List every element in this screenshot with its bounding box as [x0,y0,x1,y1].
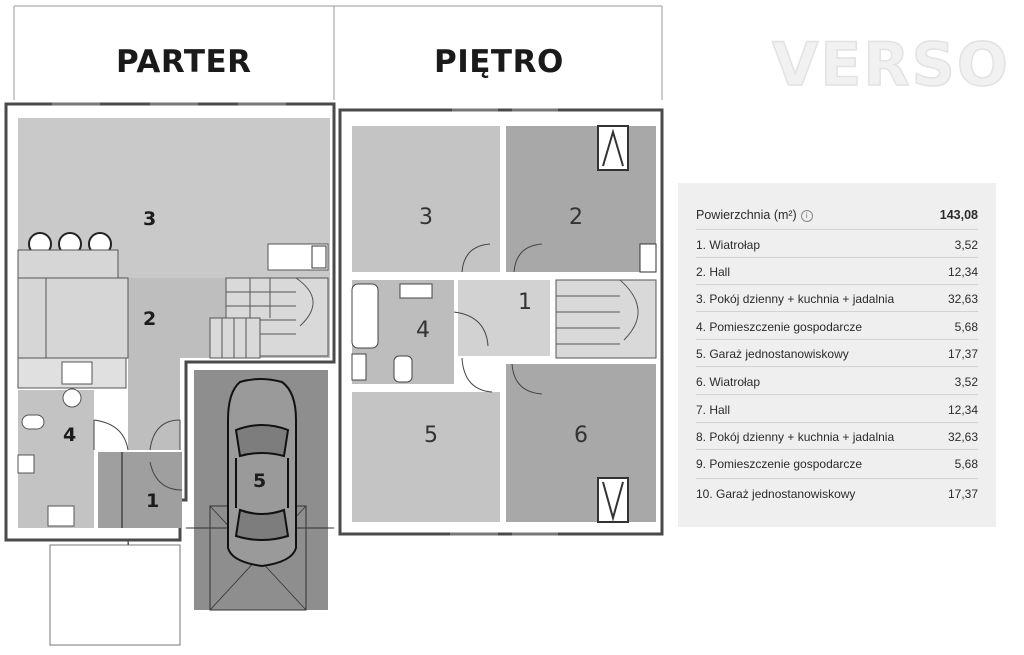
ground-floor-title: PARTER [116,44,252,80]
ground-room-4-label: 4 [63,424,77,446]
divider [696,449,978,450]
area-row-value: 32,63 [947,430,978,444]
divider [696,394,978,395]
area-row-value: 5,68 [954,457,978,471]
brand-logo: VERSO [772,30,1010,100]
divider [696,339,978,340]
upper-room-4-label: 4 [416,318,430,343]
divider [696,366,978,367]
area-row-label: 8. Pokój dzienny + kuchnia + jadalnia [696,430,895,444]
header-frame [14,6,662,100]
upper-room-2 [506,126,656,272]
ground-room-3-label: 3 [143,208,157,230]
upper-room-2-label: 2 [569,205,583,230]
divider [696,311,978,312]
area-row-label: 2. Hall [696,265,731,279]
upper-room-3 [352,126,500,272]
area-panel [678,183,996,527]
upper-room-1-label: 1 [518,290,532,315]
area-row-value: 12,34 [947,403,978,417]
area-row-label: 10. Garaż jednostanowiskowy [696,487,856,501]
area-row-label: 7. Hall [696,403,731,417]
divider [696,257,978,258]
ground-room-2-label: 2 [143,308,157,330]
ground-room-5-label: 5 [253,470,267,492]
upper-room-6-label: 6 [574,423,588,448]
upper-room-3-label: 3 [419,205,433,230]
ground-floor-plan [6,104,334,645]
upper-floor-plan [340,110,662,534]
area-row-label: 6. Wiatrołap [696,375,761,389]
upper-floor-title: PIĘTRO [434,44,564,80]
ground-room-1 [98,452,182,528]
area-total-label: Powierzchnia (m²) [696,208,797,222]
stairs-ground [210,278,328,358]
area-row-value: 5,68 [954,320,978,334]
divider [696,478,978,479]
divider [696,284,978,285]
area-row-value: 17,37 [947,487,978,501]
area-row-label: 3. Pokój dzienny + kuchnia + jadalnia [696,292,895,306]
upper-room-5-label: 5 [424,423,438,448]
area-row-value: 17,37 [947,347,978,361]
area-row-value: 32,63 [947,292,978,306]
info-icon[interactable]: i [801,210,813,222]
area-row-value: 3,52 [954,375,978,389]
area-row-label: 1. Wiatrołap [696,238,761,252]
divider [696,229,978,230]
area-row-label: 5. Garaż jednostanowiskowy [696,347,849,361]
divider [696,422,978,423]
area-row-label: 4. Pomieszczenie gospodarcze [696,320,863,334]
area-total-value: 143,08 [939,208,978,222]
ground-room-1-label: 1 [146,490,160,512]
upper-room-5 [352,392,500,522]
area-row-value: 3,52 [954,238,978,252]
area-row-value: 12,34 [947,265,978,279]
area-row-label: 9. Pomieszczenie gospodarcze [696,457,863,471]
